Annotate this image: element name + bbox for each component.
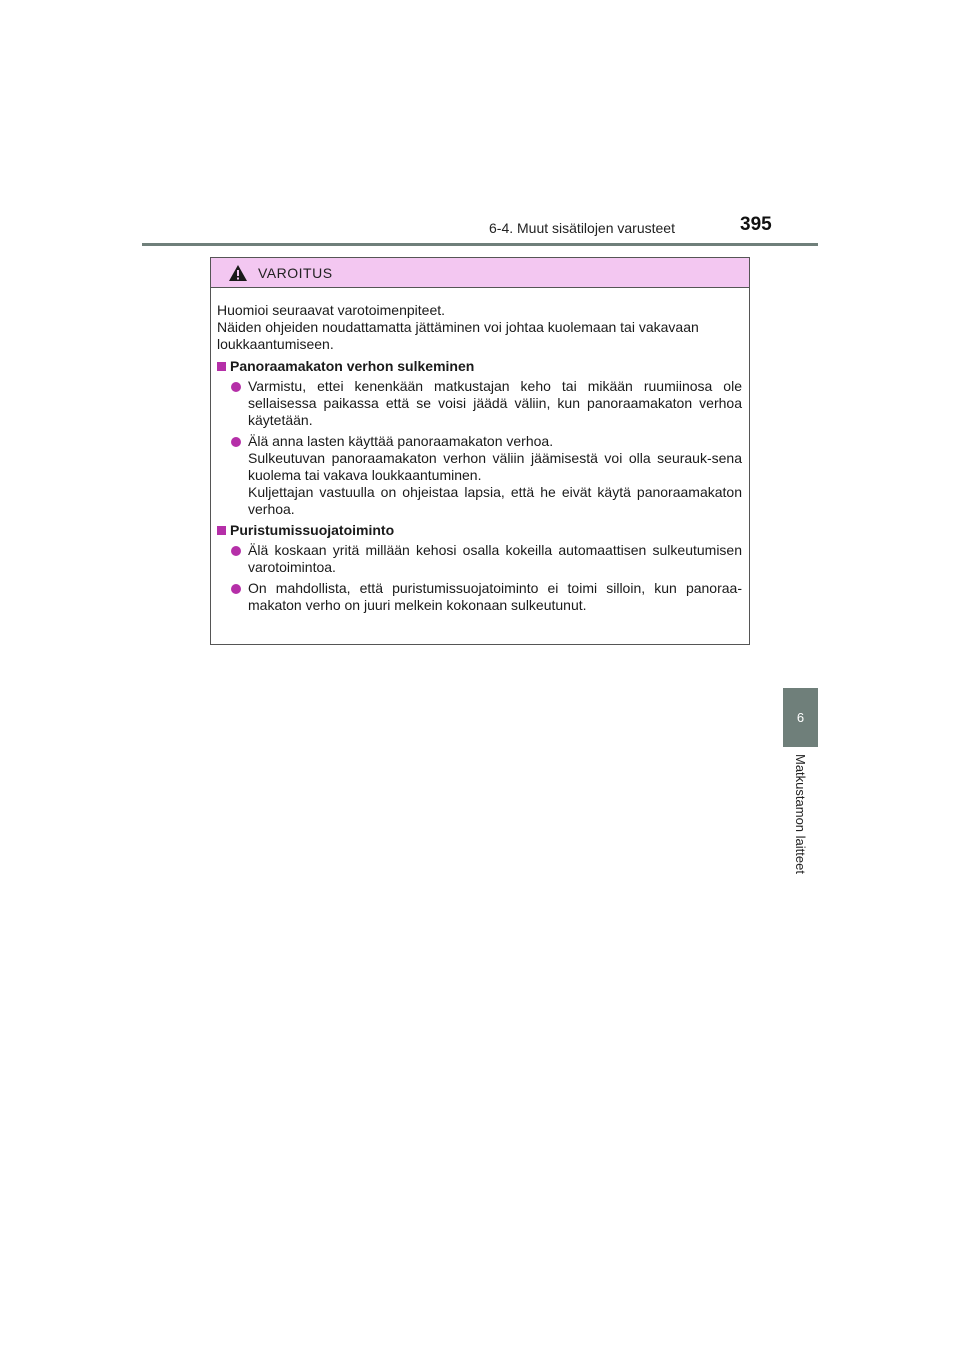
square-bullet-icon xyxy=(217,362,226,371)
circle-bullet-icon xyxy=(231,382,241,392)
section-heading xyxy=(217,358,742,375)
section-heading-text: Puristumissuojatoiminto xyxy=(230,522,395,538)
chapter-tab xyxy=(783,688,818,747)
list-item xyxy=(217,580,742,614)
bullet-text: Älä anna lasten käyttää panoraamakaton verhoa. xyxy=(248,433,554,449)
section-heading xyxy=(217,522,742,539)
warning-body xyxy=(211,288,749,614)
warning-intro xyxy=(217,302,742,353)
square-bullet-icon xyxy=(217,526,226,535)
chapter-title-text: Matkustamon laitteet xyxy=(793,754,808,874)
bullet-text: Sulkeutuvan panoraamakaton verhon väliin jäämisestä voi olla seurauk-sena kuolema tai vakava loukkaantuminen. xyxy=(248,450,742,483)
warning-box xyxy=(210,257,750,645)
circle-bullet-icon xyxy=(231,584,241,594)
bullet-text: Kuljettajan vastuulla on ohjeistaa lapsia, että he eivät käytä panoraamakaton verhoa. xyxy=(248,484,742,517)
chapter-number: 6 xyxy=(796,710,805,725)
header-divider xyxy=(142,243,818,246)
circle-bullet-icon xyxy=(231,437,241,447)
chapter-title xyxy=(783,754,818,894)
warning-triangle-icon xyxy=(228,264,248,282)
section-heading-text: Panoraamakaton verhon sulkeminen xyxy=(230,358,475,374)
bullet-text: Älä koskaan yritä millään kehosi osalla kokeilla automaattisen sulkeutumisen varotoimintoa. xyxy=(248,542,742,575)
intro-line: Näiden ohjeiden noudattamatta jättäminen voi johtaa kuolemaan tai vakavaan loukkaantumiseen. xyxy=(217,319,699,352)
circle-bullet-icon xyxy=(231,546,241,556)
intro-line: Huomioi seuraavat varotoimenpiteet. xyxy=(217,302,446,318)
list-item xyxy=(217,433,742,518)
warning-header xyxy=(211,258,749,288)
section-title: 6-4. Muut sisätilojen varusteet xyxy=(489,220,675,236)
list-item xyxy=(217,378,742,429)
bullet-text: Varmistu, ettei kenenkään matkustajan keho tai mikään ruumiinosa ole sellaisessa paikassa että se voisi jäädä väliin, kun panoraamakaton verhoa käytetään. xyxy=(248,378,742,428)
list-item xyxy=(217,542,742,576)
warning-title: VAROITUS xyxy=(258,264,333,281)
bullet-text: On mahdollista, että puristumissuojatoiminto ei toimi silloin, kun panoraa-makaton verho on juuri melkein kokonaan sulkeutunut. xyxy=(248,580,742,613)
page-number: 395 xyxy=(740,214,772,235)
